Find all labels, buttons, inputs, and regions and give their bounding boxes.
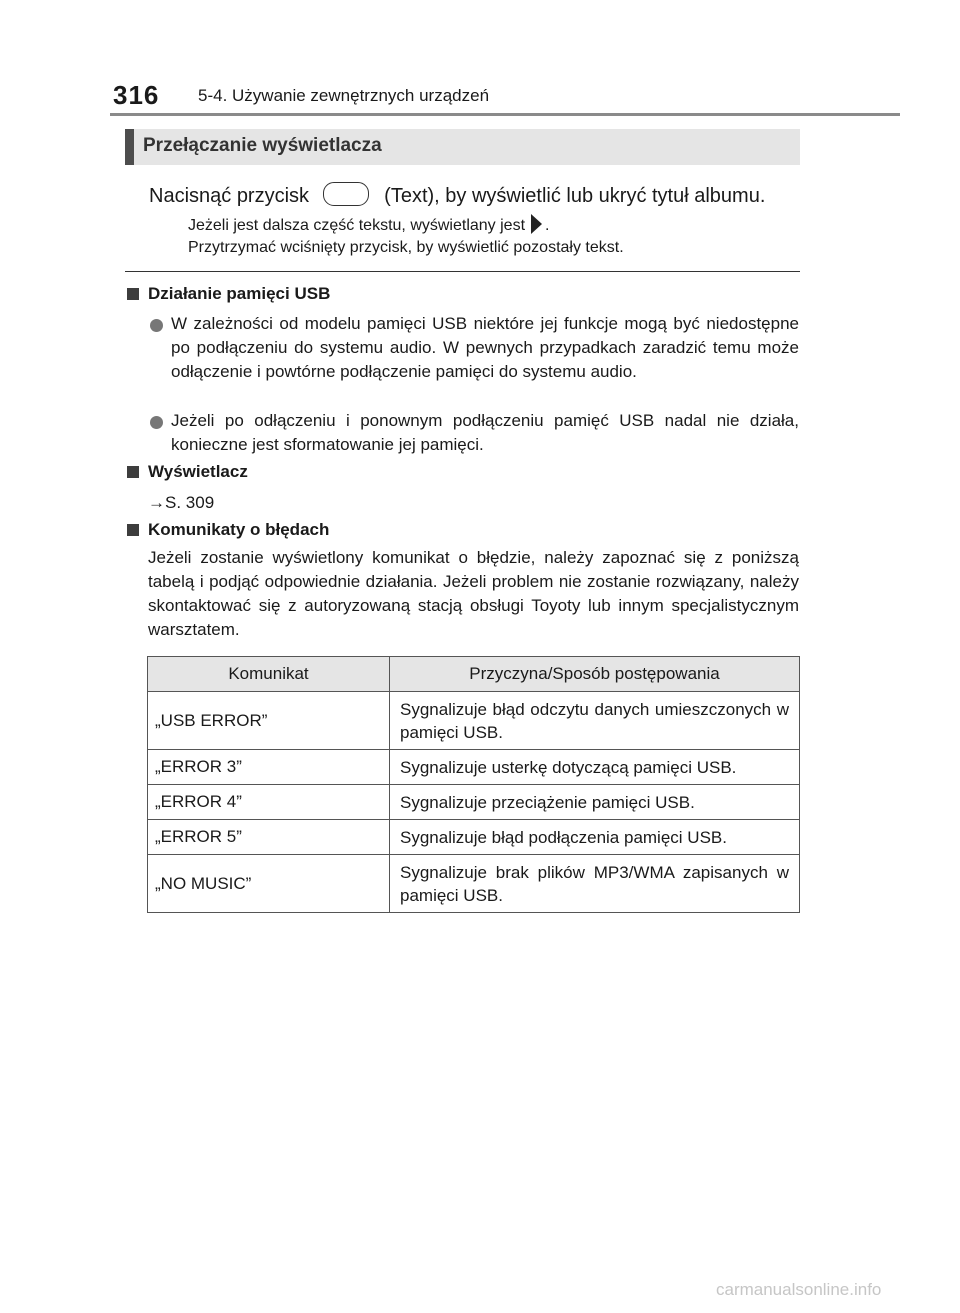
cause-cell: Sygnalizuje błąd podłączenia pamięci USB. [390,820,800,855]
note-line-1 [188,214,624,237]
round-bullet-icon [150,319,163,332]
table-row [148,785,800,820]
message-cell: „ERROR 5” [148,820,390,855]
errors-text: Jeżeli zostanie wyświetlony komunikat o błędzie, należy zapoznać się z poniższą tabelą i podjąć odpowiednie działania. Jeżeli problem nie zostanie rozwiązany, należy skontaktować się z autoryzowaną stacją obsługi Toyoty lub innym specjalistycznym warsztatem. [148,548,799,639]
cause-cell: Sygnalizuje błąd odczytu danych umieszczonych w pamięci USB. [390,692,800,750]
section-accent-bar [125,129,134,165]
message-cell: „NO MUSIC” [148,855,390,913]
square-bullet-icon [127,524,139,536]
section-divider [125,271,800,272]
note-line-1-text: Jeżeli jest dalsza część tekstu, wyświetlany jest [188,217,526,234]
instruction [149,182,765,208]
note-line-2: Przytrzymać wciśnięty przycisk, by wyświetlić pozostały tekst. [188,239,624,256]
header-rule [110,113,900,116]
table-row [148,855,800,913]
table-row [148,750,800,785]
section-title: Przełączanie wyświetlacza [143,135,382,156]
message-cell: „USB ERROR” [148,692,390,750]
cause-cell: Sygnalizuje przeciążenie pamięci USB. [390,785,800,820]
cause-cell: Sygnalizuje usterkę dotyczącą pamięci USB. [390,750,800,785]
column-header: Komunikat [148,657,390,692]
display-heading: Wyświetlacz [148,462,248,481]
cause-cell: Sygnalizuje brak plików MP3/WMA zapisanych w pamięci USB. [390,855,800,913]
chapter-title: 5-4. Używanie zewnętrznych urządzeń [198,86,490,105]
more-text-arrow-icon [531,214,542,234]
error-messages-table [147,656,800,913]
errors-heading: Komunikaty o błędach [148,520,330,539]
message-cell: „ERROR 4” [148,785,390,820]
usb-bullet-2: Jeżeli po odłączeniu i ponownym podłączeniu pamięć USB nadal nie działa, konieczne jest sformatowanie jej pamięci. [171,411,799,454]
usb-bullet-1: W zależności od modelu pamięci USB niektóre jej funkcje mogą być niedostępne po podłączeniu do systemu audio. W pewnych przypadkach zaradzić temu może odłączenie i powtórne podłączenie pamięci do systemu audio. [171,314,799,381]
column-header: Przyczyna/Sposób postępowania [390,657,800,692]
square-bullet-icon [127,466,139,478]
instruction-note [188,214,624,259]
page-number: 316 [113,80,160,110]
table-header-row [148,657,800,692]
page-reference: →S. 309 [148,493,215,512]
note-line-1-end: . [545,217,550,234]
table-row [148,820,800,855]
instruction-text-before: Nacisnąć przycisk [149,185,310,207]
usb-heading: Działanie pamięci USB [148,284,331,303]
message-cell: „ERROR 3” [148,750,390,785]
round-bullet-icon [150,416,163,429]
instruction-text-after: (Text), by wyświetlić lub ukryć tytuł albumu. [384,185,766,207]
watermark: carmanualsonline.info [716,1280,882,1299]
section-header [125,129,800,165]
square-bullet-icon [127,288,139,300]
table-row [148,692,800,750]
text-button-icon [323,182,369,206]
